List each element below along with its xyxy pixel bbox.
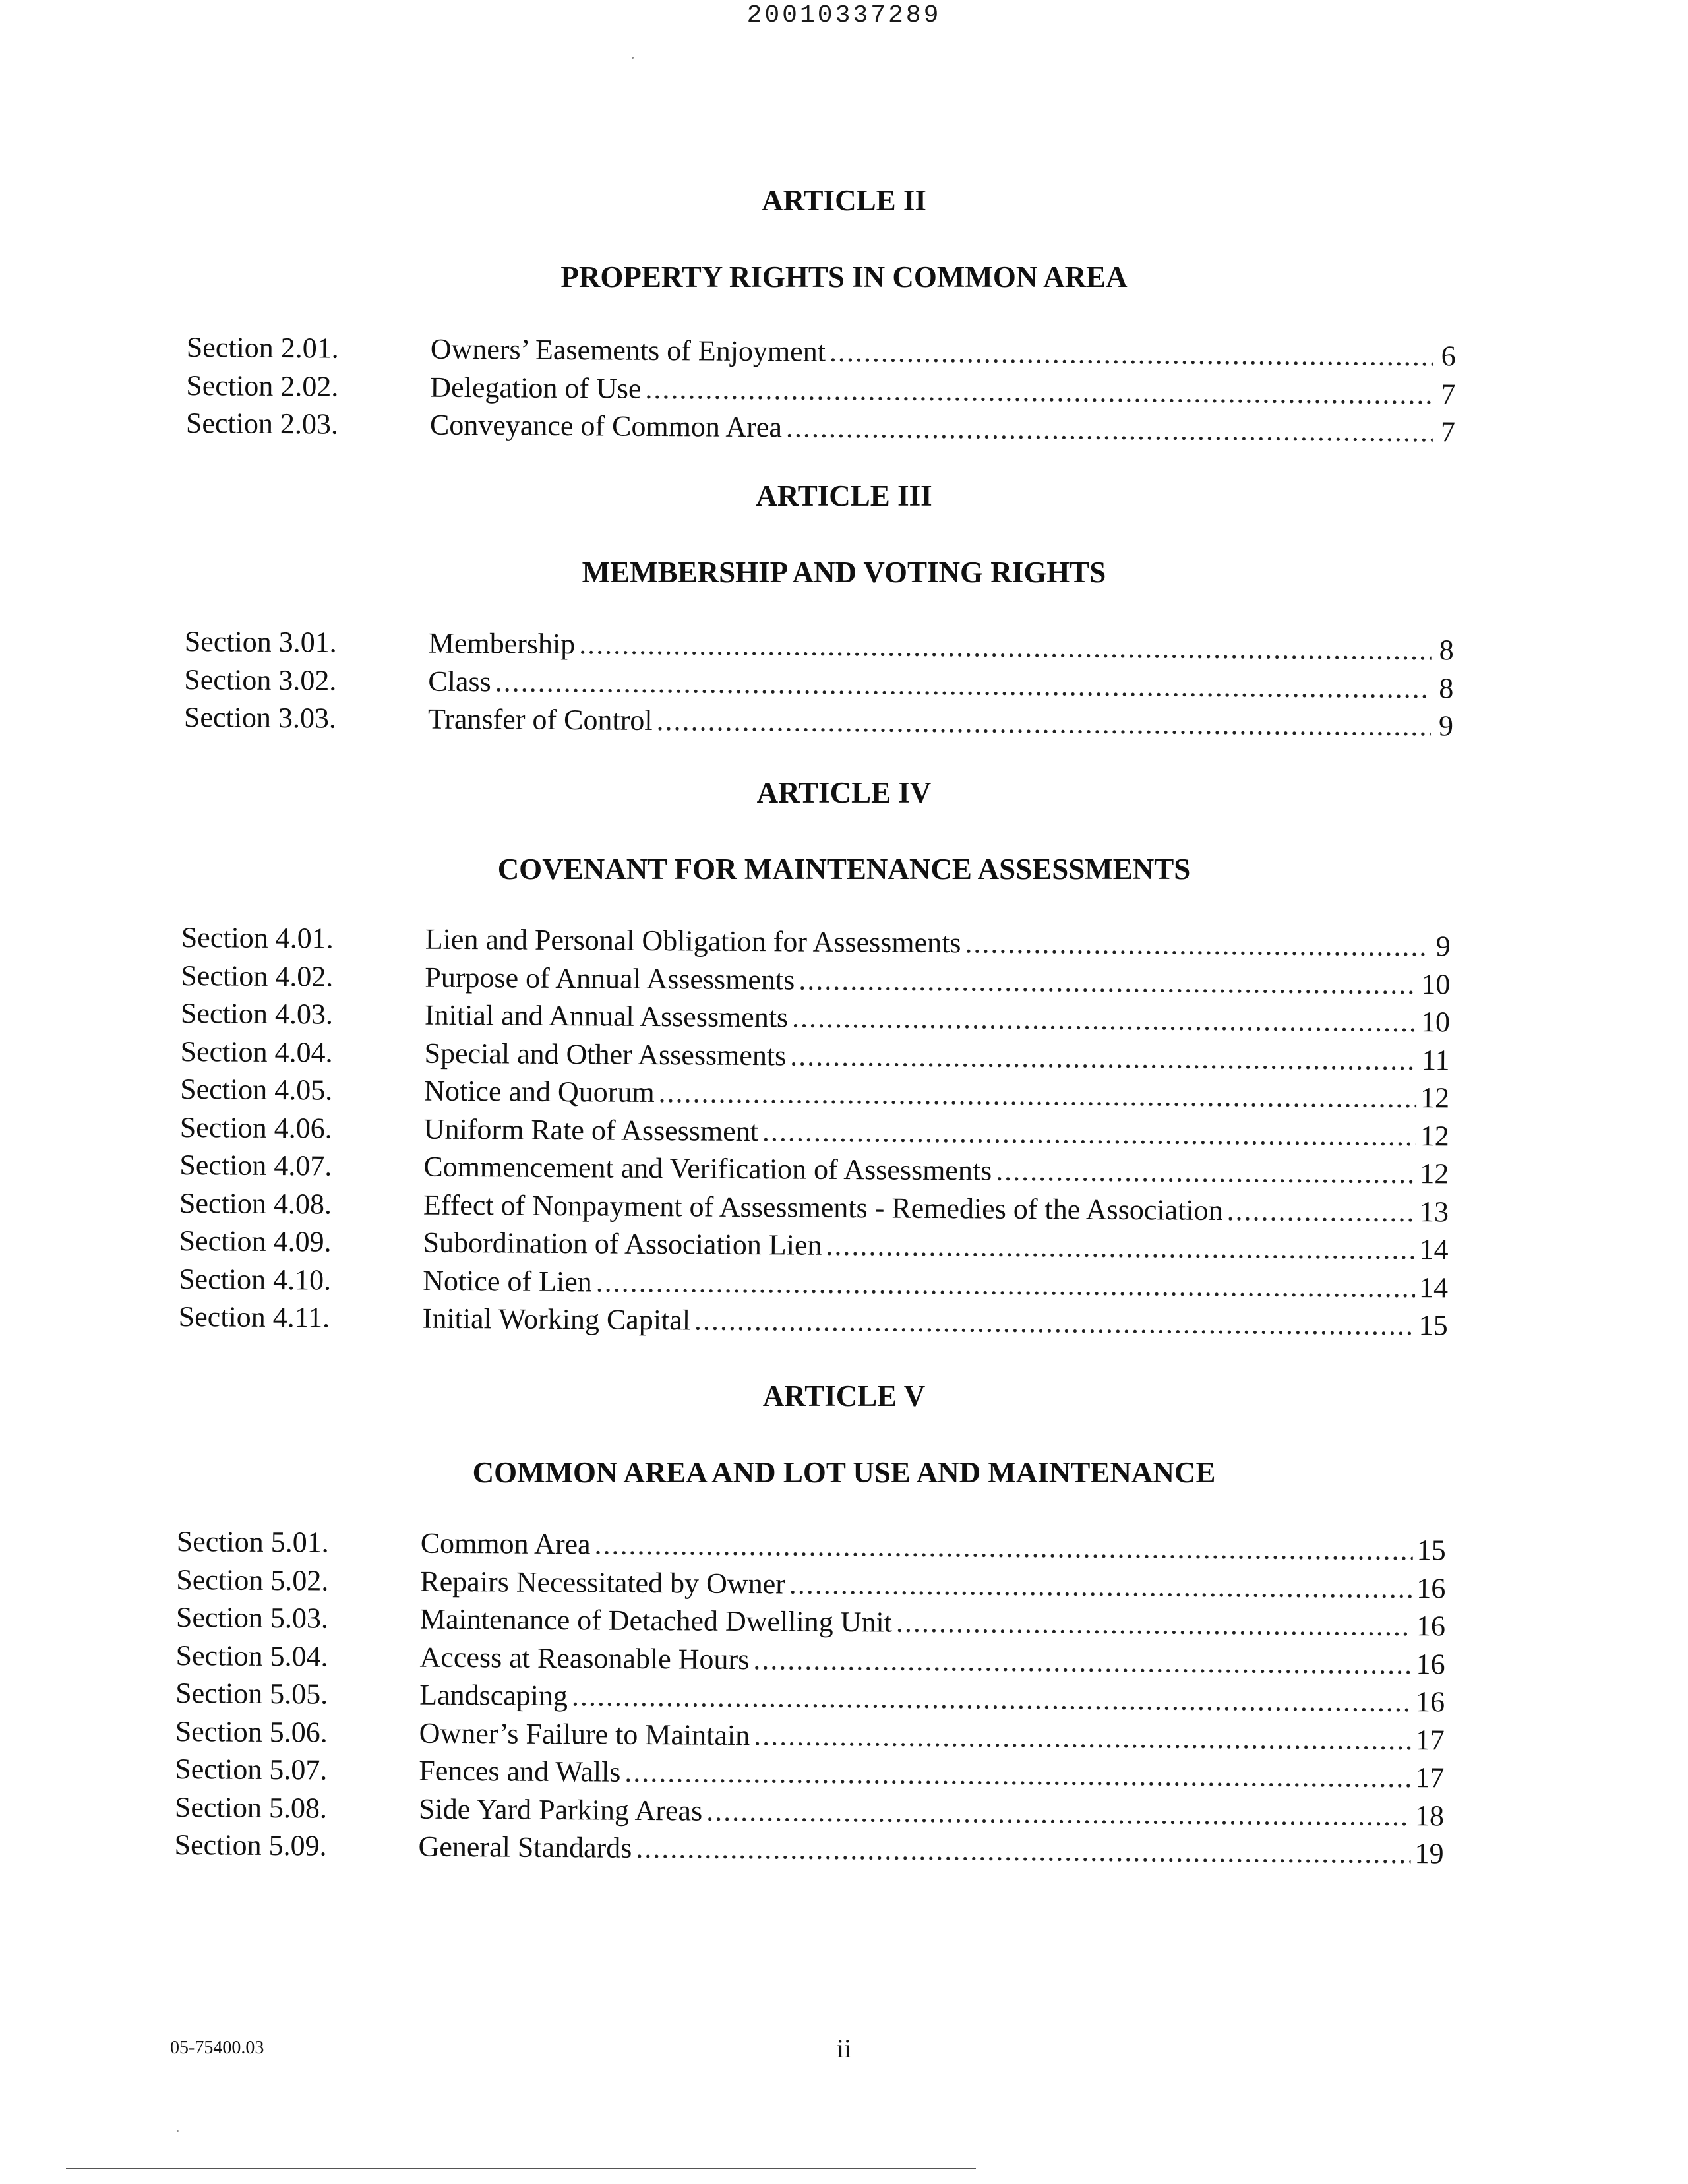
dot-leader: [694, 1301, 1415, 1344]
dot-leader: [896, 1604, 1412, 1645]
section-number: Section 2.02.: [186, 369, 339, 403]
section-page-number: 16: [1415, 1685, 1445, 1718]
section-title: Special and Other Assessments: [424, 1037, 787, 1072]
section-page-number: 15: [1418, 1309, 1448, 1342]
section-page-number: 10: [1420, 1006, 1451, 1039]
footer-page-number: ii: [836, 2034, 852, 2063]
toc-row-2-03[interactable]: [186, 404, 1455, 451]
article-2-number: ARTICLE II: [762, 184, 926, 217]
footer-document-code: 05-75400.03: [170, 2038, 264, 2058]
section-title: Commencement and Verification of Assessments: [423, 1150, 992, 1187]
section-page-number: 14: [1419, 1233, 1449, 1266]
section-title: Uniform Rate of Assessment: [423, 1112, 759, 1147]
section-page-number: 9: [1438, 710, 1454, 743]
section-number: Section 5.03.: [175, 1600, 329, 1635]
dot-leader: [1226, 1192, 1416, 1230]
article-4-number: ARTICLE IV: [756, 776, 932, 809]
section-title: Membership: [428, 626, 576, 661]
toc-row-5-09[interactable]: [174, 1826, 1443, 1873]
section-number: Section 5.04.: [175, 1639, 328, 1673]
section-title: Effect of Nonpayment of Assessments - Remedies of the Association: [423, 1188, 1223, 1227]
dot-leader: [996, 1152, 1416, 1193]
dot-leader: [596, 1263, 1416, 1306]
section-title: Conveyance of Common Area: [429, 408, 783, 444]
section-number: Section 4.05.: [180, 1072, 333, 1107]
section-number: Section 4.11.: [178, 1300, 330, 1334]
section-title: Owners’ Easements of Enjoyment: [430, 332, 826, 368]
section-number: Section 5.07.: [175, 1752, 328, 1786]
section-title: General Standards: [418, 1830, 632, 1864]
section-page-number: 10: [1421, 967, 1451, 1000]
dot-leader: [645, 369, 1433, 413]
section-title: Initial and Annual Assessments: [424, 998, 789, 1034]
scan-speck: [632, 57, 634, 59]
dot-leader: [965, 924, 1428, 965]
section-number: Section 4.10.: [179, 1262, 332, 1296]
section-number: Section 4.07.: [179, 1148, 332, 1182]
section-page-number: 7: [1440, 415, 1456, 448]
dot-leader: [762, 1112, 1416, 1155]
toc-row-4-11[interactable]: [179, 1298, 1448, 1345]
section-page-number: 16: [1416, 1610, 1446, 1643]
section-number: Section 5.02.: [176, 1563, 329, 1597]
section-page-number: 9: [1435, 930, 1451, 963]
dot-leader: [829, 333, 1433, 375]
scan-bottom-rule: [66, 2168, 976, 2169]
dot-leader: [636, 1829, 1411, 1873]
section-page-number: 12: [1420, 1157, 1449, 1190]
section-title: Owner’s Failure to Maintain: [419, 1716, 750, 1751]
section-title: Maintenance of Detached Dwelling Unit: [419, 1602, 893, 1639]
section-title: Side Yard Parking Areas: [418, 1792, 703, 1827]
section-title: Access at Reasonable Hours: [419, 1641, 750, 1676]
article-5-number: ARTICLE V: [762, 1380, 926, 1412]
section-number: Section 4.01.: [181, 921, 334, 955]
scan-speck: [177, 2130, 179, 2132]
article-5-title: COMMON AREA AND LOT USE AND MAINTENANCE: [472, 1456, 1216, 1489]
section-title: Subordination of Association Lien: [423, 1226, 822, 1261]
section-page-number: 13: [1419, 1195, 1449, 1228]
dot-leader: [786, 408, 1433, 450]
section-title: Notice of Lien: [423, 1264, 592, 1298]
section-title: Class: [428, 665, 491, 698]
section-page-number: 11: [1422, 1043, 1450, 1076]
section-number: Section 3.02.: [184, 663, 337, 697]
section-page-number: 14: [1418, 1271, 1449, 1304]
article-3-number: ARTICLE III: [756, 479, 932, 512]
section-page-number: 17: [1415, 1723, 1445, 1756]
section-number: Section 5.05.: [175, 1676, 328, 1711]
section-number: Section 3.01.: [184, 624, 337, 659]
article-3-section-list: [184, 622, 1454, 745]
dot-leader: [658, 1074, 1416, 1117]
dot-leader: [790, 1037, 1418, 1079]
section-number: Section 5.06.: [175, 1714, 328, 1749]
article-4-section-list: [179, 919, 1451, 1345]
section-page-number: 19: [1414, 1837, 1444, 1870]
section-number: Section 5.08.: [174, 1790, 328, 1825]
section-page-number: 16: [1416, 1571, 1446, 1604]
section-page-number: 8: [1439, 671, 1454, 704]
article-2-section-list: [186, 328, 1456, 451]
section-number: Section 4.08.: [179, 1186, 332, 1221]
section-number: Section 4.06.: [179, 1110, 332, 1145]
dot-leader: [572, 1677, 1412, 1720]
dot-leader: [594, 1525, 1413, 1569]
dot-leader: [789, 1565, 1413, 1607]
section-page-number: 6: [1441, 340, 1456, 373]
dot-leader: [753, 1641, 1412, 1683]
section-page-number: 8: [1439, 634, 1454, 667]
section-title: Delegation of Use: [430, 371, 642, 405]
section-number: Section 5.01.: [176, 1525, 329, 1559]
section-page-number: 18: [1414, 1799, 1445, 1832]
article-5-section-list: [174, 1523, 1446, 1873]
section-number: Section 2.01.: [186, 330, 339, 365]
section-number: Section 3.03.: [183, 700, 337, 735]
section-page-number: 12: [1420, 1119, 1449, 1152]
section-title: Initial Working Capital: [422, 1302, 691, 1337]
dot-leader: [495, 663, 1432, 707]
section-page-number: 15: [1416, 1534, 1446, 1567]
article-3-title: MEMBERSHIP AND VOTING RIGHTS: [582, 556, 1106, 589]
section-page-number: 7: [1441, 377, 1456, 410]
dot-leader: [754, 1716, 1412, 1759]
dot-leader: [656, 702, 1431, 745]
dot-leader: [624, 1753, 1411, 1797]
section-number: Section 4.09.: [179, 1224, 332, 1258]
section-number: Section 2.03.: [185, 406, 339, 440]
section-number: Section 5.09.: [174, 1828, 327, 1862]
section-number: Section 4.03.: [180, 996, 334, 1031]
section-number: Section 4.02.: [181, 959, 334, 993]
dot-leader: [579, 625, 1432, 669]
section-title: Purpose of Annual Assessments: [425, 961, 795, 996]
toc-row-3-03[interactable]: [184, 698, 1453, 745]
section-title: Transfer of Control: [427, 702, 653, 737]
dot-leader: [792, 998, 1417, 1041]
dot-leader: [826, 1227, 1415, 1269]
dot-leader: [706, 1792, 1411, 1835]
section-title: Fences and Walls: [419, 1754, 621, 1788]
section-page-number: 12: [1420, 1081, 1450, 1114]
document-number: 20010337289: [746, 1, 942, 30]
section-page-number: 16: [1416, 1647, 1445, 1680]
article-4-title: COVENANT FOR MAINTENANCE ASSESSMENTS: [497, 853, 1191, 886]
dot-leader: [799, 961, 1417, 1003]
section-title: Landscaping: [419, 1678, 568, 1713]
article-2-title: PROPERTY RIGHTS IN COMMON AREA: [560, 260, 1128, 293]
section-title: Common Area: [420, 1527, 591, 1561]
section-number: Section 4.04.: [180, 1035, 333, 1069]
section-page-number: 17: [1415, 1761, 1445, 1794]
section-title: Repairs Necessitated by Owner: [420, 1565, 786, 1600]
section-title: Notice and Quorum: [424, 1074, 655, 1109]
section-title: Lien and Personal Obligation for Assessments: [425, 923, 961, 959]
